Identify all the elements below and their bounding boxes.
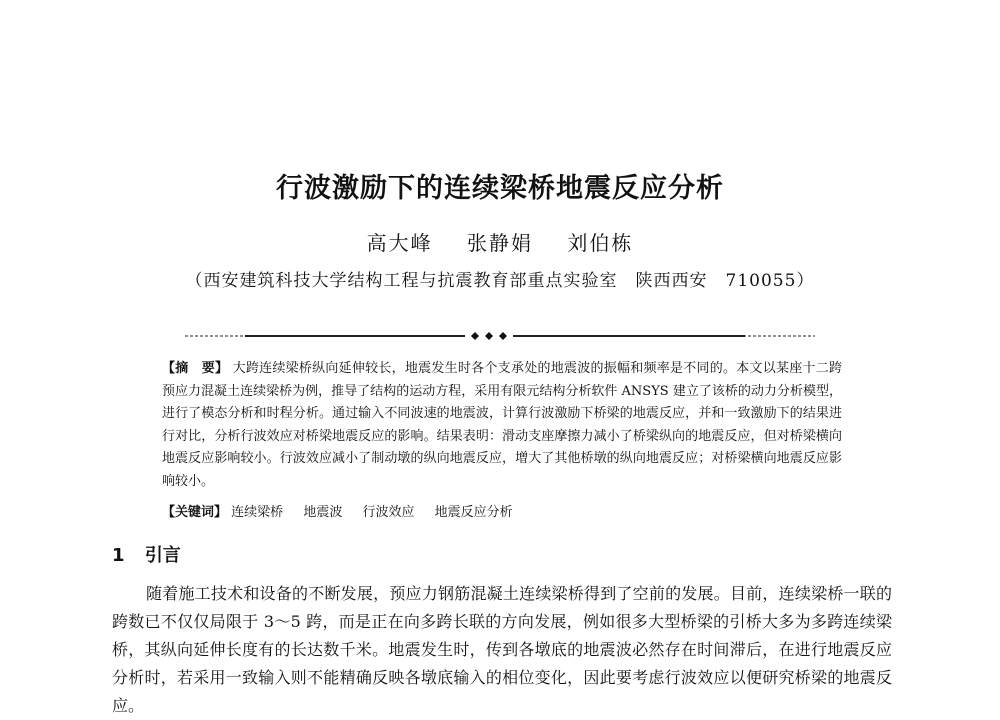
author-name: 高大峰 [366, 231, 433, 255]
author-name: 张静娟 [467, 231, 533, 255]
author-list [0, 227, 1000, 256]
section-heading [112, 541, 181, 567]
author-name: 刘伯栋 [567, 231, 634, 255]
abstract-text: 大跨连续梁桥纵向延伸较长，地震发生时各个支承处的地震波的振幅和频率是不同的。本文以某座十二跨预应力混凝土连续梁桥为例，推导了结构的运动方程，采用有限元结构分析软件 ANSYS 建立了该桥的动力分析模型，进行了模态分析和时程分析。通过输入不同波速的地震波，计算行波激励下桥梁的地震反应，并和一致激励下的结果进行对比，分析行波效应对桥梁地震反应的影响。结果表明：滑动支座摩擦力减小了桥梁纵向的地震反应，但对桥梁横向地震反应影响较小。行波效应减小了制动墩的纵向地震反应，增大了其他桥墩的纵向地震反应；对桥梁横向地震反应影响较小。 [162, 361, 842, 489]
abstract [162, 358, 842, 493]
keyword: 地震波 [303, 505, 343, 520]
keywords [162, 502, 842, 524]
section-title: 引言 [144, 545, 181, 566]
keyword: 行波效应 [362, 505, 415, 520]
section-number: 1 [112, 545, 125, 566]
body-paragraph: 随着施工技术和设备的不断发展，预应力钢筋混凝土连续梁桥得到了空前的发展。目前，连续梁桥一联的跨数已不仅仅局限于 3～5 跨，而是正在向多跨长联的方向发展，例如很多大型桥梁的引桥大多为多跨连续梁桥，其纵向延伸长度有的长达数千米。地震发生时，传到各墩底的地震波必然存在时间滞后，在进行地震反应分析时，若采用一致输入则不能精确反映各墩底输入的相位变化，因此要考虑行波效应以便研究桥梁的地震反应。 [112, 584, 892, 715]
paper-title: 行波激励下的连续梁桥地震反应分析 [276, 173, 724, 204]
keyword: 连续梁桥 [231, 505, 284, 520]
ornamental-divider [185, 332, 815, 340]
abstract-label: 【摘 要】 [162, 361, 229, 376]
affiliation: （西安建筑科技大学结构工程与抗震教育部重点实验室 陕西西安 710055） [185, 271, 815, 291]
keywords-label: 【关键词】 [162, 505, 228, 520]
keyword: 地震反应分析 [434, 505, 513, 520]
